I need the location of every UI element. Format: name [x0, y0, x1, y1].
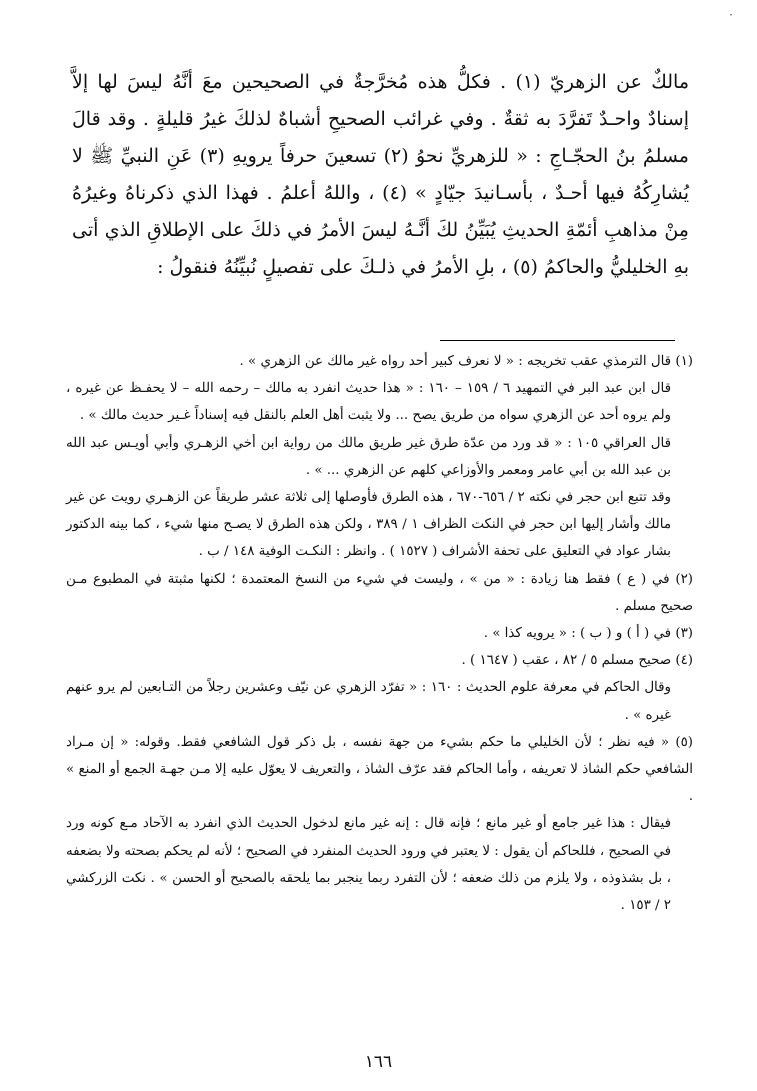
footnote-4: (٤) صحيح مسلم ٥ / ٨٢ ، عقب ( ١٦٤٧ ) . — [461, 653, 693, 669]
footnote-2: (٢) في ( ع ) فقط هنا زيادة : « من » ، وليست في شيء من النسخ المعتمدة ؛ لكنها مثبتة في المطبوع مـن صحيح مسلم . — [66, 571, 693, 614]
footnote-5-continuation: فيقال : هذا غير جامع أو غير مانع ؛ فإنه قال : إنه غير مانع لدخول الحديث الذي انفرد به الآحاد مـع كونه ورد في الصحيح ، فللحاكم أن يقول : لا يعتبر في ورود الحديث المنفرد في الصحيح ؛ لأنه لم يحكم بصحته ولا بضعفه ، بل بشذوذه ، ولا يلزم من ذلك ضعفه ؛ لأن التفرد ربما ينجبر بما يلحقه بالصحيح أو الحسن » . نكت الزركشي ٢ / ١٥٣ . — [66, 816, 671, 914]
footnote-1-ibn-hajar: وقد تتبع ابن حجر في نكته ٢ / ٦٥٦-٦٧٠ ، هذه الطرق فأوصلها إلى ثلاثة عشر طريقاً عن الزهـري رويت عن غير مالك وأشار إليها ابن حجر في النكت الظراف ١ / ٣٨٩ ، ولكن هذه الطرق لا يصـح منها شيء ، كما بينه الدكتور بشار عواد في التعليق على تحفة الأشراف ( ١٥٢٧ ) . وانظر : النكـت الوفية ١٤٨ / ب . — [66, 490, 672, 560]
footnote-1-iraqi: قال العراقي ١٠٥ : « قد ورد من عدّة طرق غير طريق مالك من رواية ابن أخي الزهـري وأبي أويـس عبد الله بن عبد الله بن أبي عامر ومعمر والأوزاعي كلهم عن الزهري ... » . — [66, 435, 671, 478]
corner-mark: · — [729, 8, 733, 22]
footnote-1: (١) قال الترمذي عقب تخريجه : « لا نعرف كبير أحد رواه غير مالك عن الزهري » . — [239, 354, 693, 369]
page-number: ١٦٦ — [364, 1052, 393, 1072]
footnotes — [66, 348, 693, 919]
footnote-separator — [440, 340, 675, 341]
main-paragraph: مالكٌ عن الزهريّ (١) . فكلُّ هذه مُخرَّجةٌ في الصحيحين معَ أنَّهُ ليسَ لها إلاَّ إسنادٌ واحـدٌ تَفرَّدَ به ثقةٌ . وفي غرائب الصحيحِ أشباهٌ لذلكَ غيرُ قليلةٍ . وقد قالَ مسلمُ بنُ الحجّـاجِ : « للزهريِّ نحوُ (٢) تسعينَ حرفاً يرويهِ (٣) عَنِ النبيِّ ﷺ لا يُشارِكُهُ فيها أحـدٌ ، بأسـانيدَ جيّادٍ » (٤) ، واللهُ أعلمُ . فهذا الذي ذكرناهُ وغيرُهُ مِنْ مذاهبِ أئمّةِ الحديثِ يُبَيِّنُ لكَ أنَّـهُ ليسَ الأمرُ في ذلكَ على الإطلاقِ الذي أتى بهِ الخليليُّ والحاكمُ (٥) ، بلِ الأمرُ في ذلـكَ على تفصيلٍ نُبيِّنُهُ فنقولُ : — [72, 71, 690, 278]
footnote-4-hakim: وقال الحاكم في معرفة علوم الحديث : ١٦٠ : « تفرّد الزهري عن نيّف وعشرين رجلاً من التـابعين لم يرو عنهم غيره » . — [66, 680, 671, 723]
footnote-5: (٥) « فيه نظر ؛ لأن الخليلي ما حكم بشيء من جهة نفسه ، بل ذكر قول الشافعي فقط. وقوله: « إن مـراد الشافعي حكم الشاذ لا تعريفه ، وأما الحاكم فقد عرّف الشاذ ، والتعريف لا يعوّل عليه إلا مـن جهـة الجمع أو المنع » . — [66, 734, 693, 805]
main-text — [72, 64, 689, 286]
footnote-1-ibn-abd-al-barr: قال ابن عبد البر في التمهيد ٦ / ١٥٩ – ١٦٠ : « هذا حديث انفرد به مالك – رحمه الله – لا يحفـظ عن غيره ، ولم يروه أحد عن الزهري سواه من طريق يصح ... ولا يثبت أهل العلم بالنقل فيه إسناداً غـير حديث مالك » . — [66, 381, 671, 424]
footnote-3: (٣) في ( أ ) و ( ب ) : « يرويه كذا » . — [483, 626, 693, 642]
